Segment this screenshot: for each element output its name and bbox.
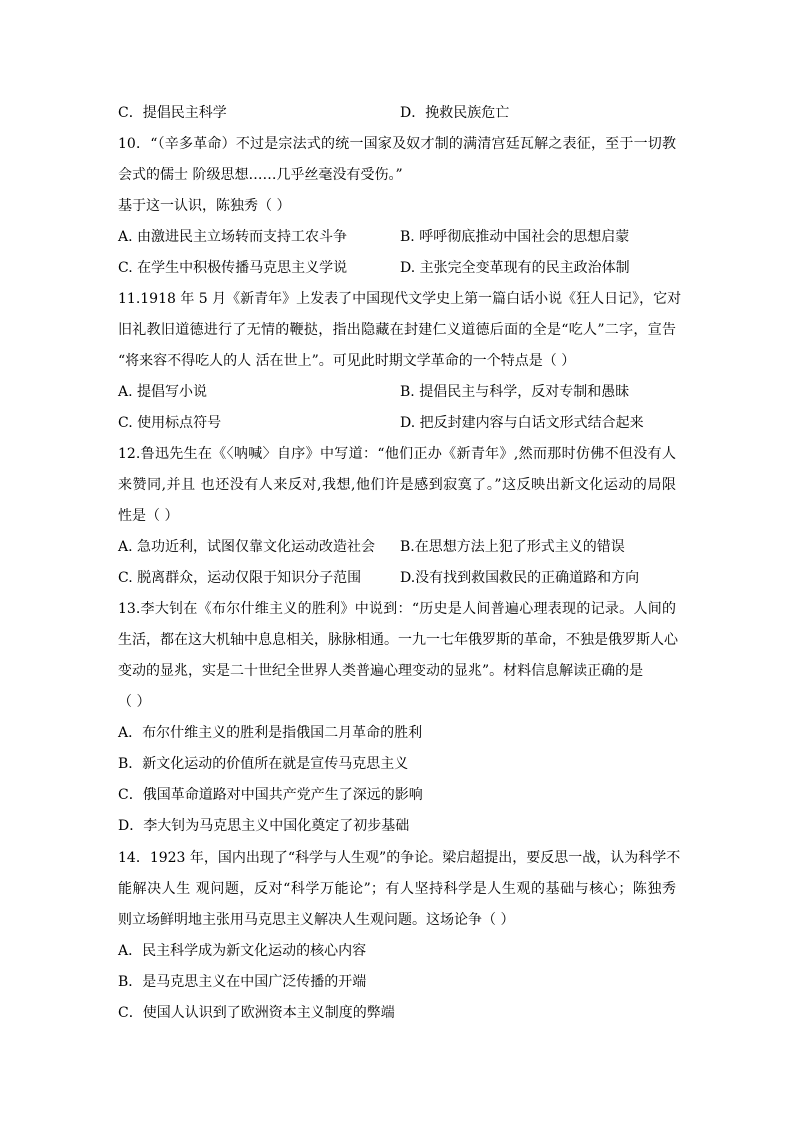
q11-stem-line-2: 旧礼教旧道德进行了无情的鞭挞，指出隐藏在封建仁义道德后面的全是“吃人”二字，宣告	[118, 322, 676, 338]
q14-option-a: A．民主科学成为新文化运动的核心内容	[118, 943, 367, 959]
q10-option-d: D. 主张完全变革现有的民主政治体制	[400, 260, 630, 276]
q12-option-c: C. 脱离群众，运动仅限于知识分子范围	[118, 570, 362, 586]
q10-option-c: C. 在学生中积极传播马克思主义学说	[118, 260, 348, 276]
q12-stem-line-1: 12.鲁迅先生在《〈呐喊〉自序》中写道：“他们正办《新青年》,然而那时仿佛不但没有人	[118, 446, 676, 462]
q13-stem-line-4: （ ）	[118, 694, 151, 710]
q14-stem-line-3: 则立场鲜明地主张用马克思主义解决人生观问题。这场论争（ ）	[118, 912, 515, 928]
q10-stem-line-3: 基于这一认识，陈独秀（ ）	[118, 198, 291, 214]
q11-option-b: B. 提倡民主与科学，反对专制和愚昧	[400, 384, 630, 400]
q13-option-b: B．新文化运动的价值所在就是宣传马克思主义	[118, 756, 409, 772]
q11-option-d: D. 把反封建内容与白话文形式结合起来	[400, 415, 644, 431]
q10-stem-line-2: 会式的儒士 阶级思想……几乎丝毫没有受伤。”	[118, 167, 403, 183]
q11-stem-line-3: “将来容不得吃人的人 活在世上”。可见此时期文学革命的一个特点是（ ）	[118, 353, 576, 369]
q13-stem-line-1: 13.李大钊在《布尔什维主义的胜利》中说到：“历史是人间普遍心理表现的记录。人间的	[118, 601, 676, 617]
q9-option-d: D．挽救民族危亡	[400, 105, 510, 121]
q14-stem-line-2: 能解决人生 观问题，反对“科学万能论”；有人坚持科学是人生观的基础与核心；陈独秀	[118, 881, 676, 897]
q12-stem-line-2: 来赞同,并且 也还没有人来反对,我想,他们许是感到寂寞了。”这反映出新文化运动的局限	[118, 477, 676, 493]
q13-option-d: D．李大钊为马克思主义中国化奠定了初步基础	[118, 818, 410, 834]
q13-option-c: C．俄国革命道路对中国共产党产生了深远的影响	[118, 787, 423, 803]
q14-stem-line-1: 14．1923 年，国内出现了“科学与人生观”的争论。梁启超提出，要反思一战，认为科学不	[118, 850, 681, 866]
q9-option-c: C．提倡民主科学	[118, 105, 227, 121]
q14-option-c: C．使国人认识到了欧洲资本主义制度的弊端	[118, 1005, 395, 1021]
q12-option-d: D.没有找到救国救民的正确道路和方向	[400, 570, 640, 586]
q11-stem-line-1: 11.1918 年 5 月《新青年》上发表了中国现代文学史上第一篇白话小说《狂人日记》，它对	[118, 291, 682, 307]
q13-stem-line-3: 变动的显兆，实是二十世纪全世界人类普遍心理变动的显兆”。材料信息解读正确的是	[118, 663, 644, 679]
q11-option-c: C. 使用标点符号	[118, 415, 222, 431]
q11-option-a: A. 提倡写小说	[118, 384, 208, 400]
q13-stem-line-2: 生活，都在这大机轴中息息相关，脉脉相通。一九一七年俄罗斯的革命，不独是俄罗斯人心	[118, 632, 678, 648]
q12-stem-line-3: 性是（ ）	[118, 508, 179, 524]
q13-option-a: A．布尔什维主义的胜利是指俄国二月革命的胜利	[118, 725, 423, 741]
q10-option-a: A. 由激进民主立场转而支持工农斗争	[118, 229, 348, 245]
q14-option-b: B．是马克思主义在中国广泛传播的开端	[118, 974, 367, 990]
q12-option-a: A. 急功近利，试图仅靠文化运动改造社会	[118, 539, 376, 555]
q10-option-b: B. 呼呼彻底推动中国社会的思想启蒙	[400, 229, 630, 245]
q10-stem-line-1: 10．“（辛多革命）不过是宗法式的统一国家及奴才制的满清宫廷瓦解之表征，至于一切教	[118, 136, 676, 152]
q12-option-b: B.在思想方法上犯了形式主义的错误	[400, 539, 625, 555]
